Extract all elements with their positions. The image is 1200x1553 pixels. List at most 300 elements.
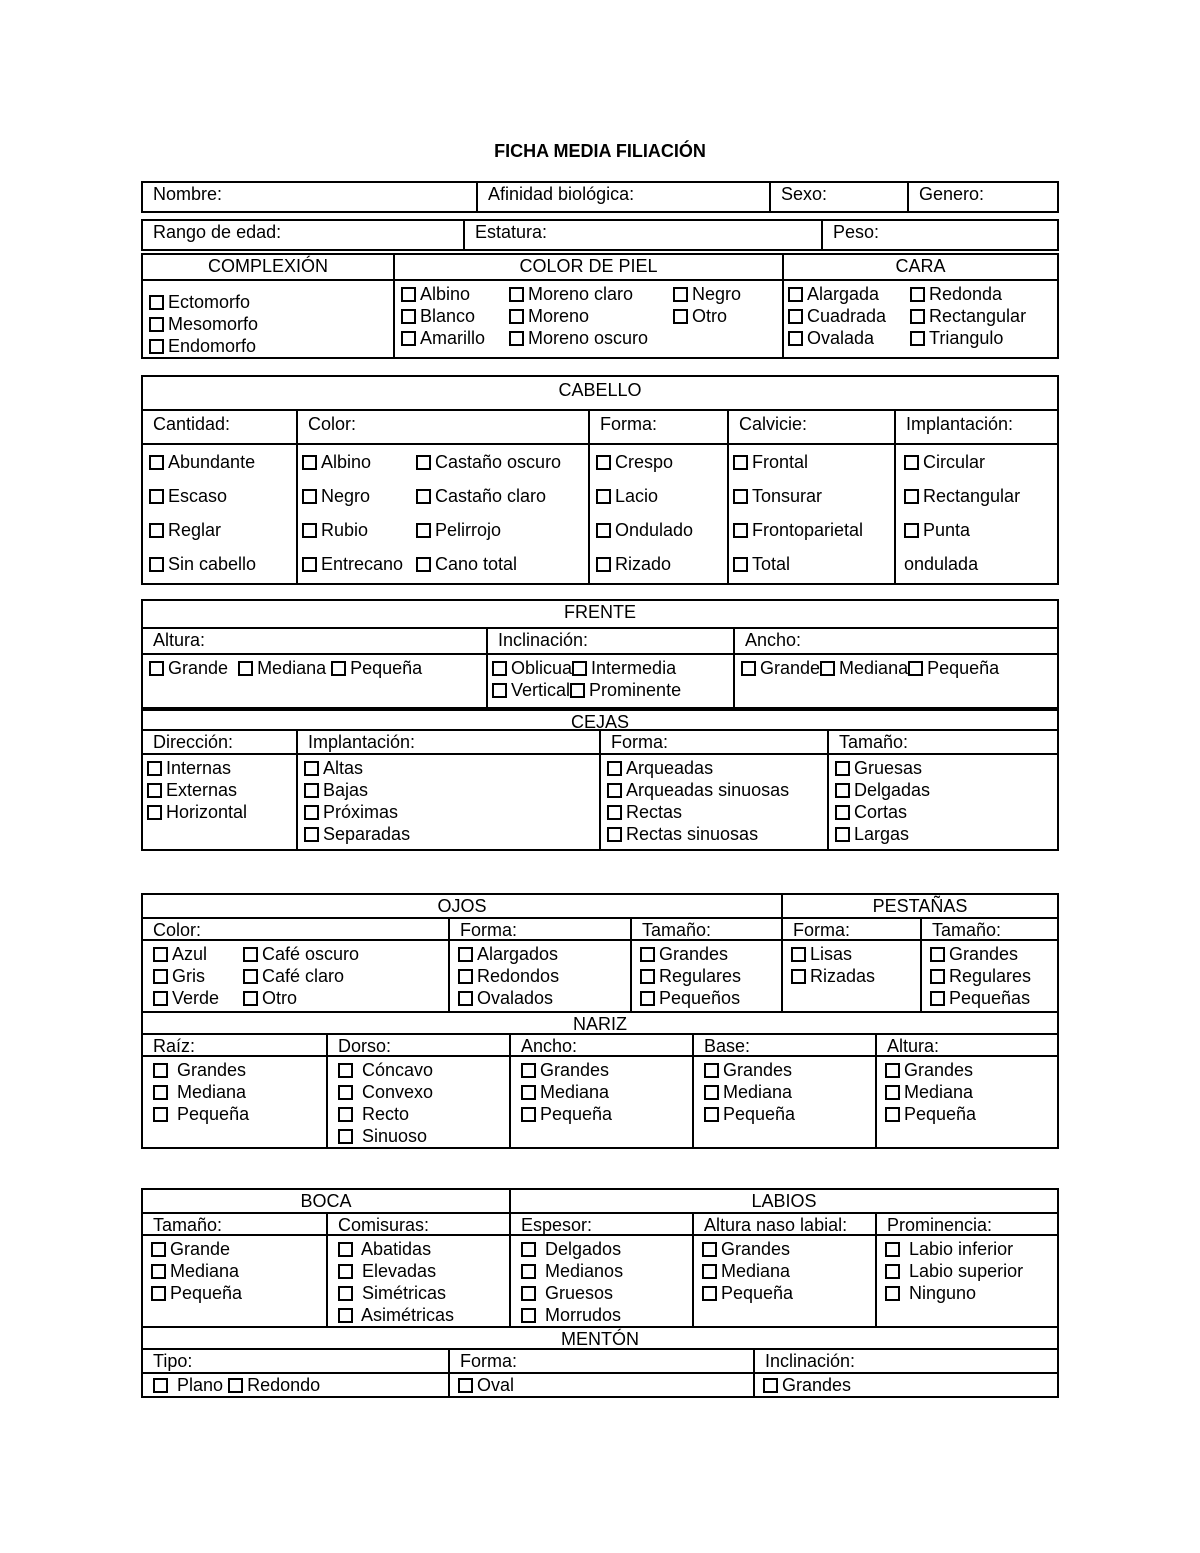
option-castano-claro[interactable]: Castaño claro (416, 479, 586, 513)
option-azul[interactable]: Azul (153, 943, 243, 965)
option-ovalados[interactable]: Ovalados (458, 987, 630, 1009)
checkbox[interactable] (930, 969, 945, 984)
option-cortas[interactable]: Cortas (835, 801, 1057, 823)
checkbox[interactable] (741, 661, 756, 676)
checkbox[interactable] (910, 309, 925, 324)
checkbox[interactable] (458, 1378, 473, 1393)
cara-header: CARA (782, 255, 1057, 279)
option-redondo[interactable]: Redondo (228, 1375, 320, 1395)
nariz-raiz-label: Raíz: (153, 1036, 196, 1055)
ojos-header: OJOS (437, 896, 487, 916)
option-sin-cabello[interactable]: Sin cabello (149, 547, 296, 581)
option-pequena[interactable]: Pequeña (153, 1103, 326, 1125)
peso-field[interactable] (821, 221, 1057, 249)
option-cano-total[interactable]: Cano total (416, 547, 586, 581)
option-grande[interactable]: Grande (151, 1238, 326, 1260)
option-mediana[interactable]: Mediana (238, 658, 326, 678)
checkbox[interactable] (153, 969, 168, 984)
checkbox[interactable] (228, 1378, 243, 1393)
checkbox[interactable] (885, 1107, 900, 1122)
option-triangulo[interactable]: Triangulo (910, 327, 1055, 349)
option-pequena[interactable]: Pequeña (521, 1103, 692, 1125)
option-pequena[interactable]: Pequeña (704, 1103, 875, 1125)
option-tonsurar[interactable]: Tonsurar (733, 479, 894, 513)
calvicie-options (727, 445, 894, 583)
checkbox[interactable] (702, 1264, 717, 1279)
checkbox[interactable] (338, 1107, 353, 1122)
option-oval[interactable]: Oval (458, 1374, 753, 1396)
sexo-field[interactable] (769, 183, 907, 211)
option-labio-superior[interactable]: Labio superior (885, 1260, 1057, 1282)
option-mesomorfo[interactable]: Mesomorfo (149, 313, 393, 335)
option-ninguno[interactable]: Ninguno (885, 1282, 1057, 1304)
option-convexo[interactable]: Convexo (338, 1081, 509, 1103)
menton-header: MENTÓN (561, 1329, 639, 1348)
checkbox[interactable] (521, 1107, 536, 1122)
checkbox[interactable] (153, 1107, 168, 1122)
checkbox[interactable] (763, 1378, 778, 1393)
option-rectas[interactable]: Rectas (607, 801, 827, 823)
checkbox[interactable] (607, 761, 622, 776)
option-grandes[interactable]: Grandes (763, 1374, 1057, 1396)
nombre-field[interactable] (143, 183, 476, 211)
option-entrecano[interactable]: Entrecano (302, 547, 416, 581)
frente-inclinacion-options (486, 655, 733, 707)
implantacion-label: Implantación: (894, 411, 1057, 443)
option-pequena[interactable]: Pequeña (151, 1282, 326, 1304)
option-blanco[interactable]: Blanco (401, 305, 509, 327)
option-rubio[interactable]: Rubio (302, 513, 416, 547)
cejas-implantacion-label: Implantación: (296, 731, 599, 753)
option-intermedia[interactable]: Intermedia (572, 658, 676, 678)
option-mediana[interactable]: Mediana (151, 1260, 326, 1282)
checkbox[interactable] (702, 1242, 717, 1257)
option-otro[interactable]: Otro (673, 305, 773, 327)
forma-options (588, 445, 727, 583)
option-labio-inferior[interactable]: Labio inferior (885, 1238, 1057, 1260)
checkbox[interactable] (509, 309, 524, 324)
checkbox[interactable] (885, 1085, 900, 1100)
checkbox[interactable] (151, 1242, 166, 1257)
checkbox[interactable] (243, 991, 258, 1006)
checkbox[interactable] (492, 661, 507, 676)
option-mediana[interactable]: Mediana (704, 1081, 875, 1103)
option-grandes[interactable]: Grandes (930, 943, 1057, 965)
checkbox[interactable] (733, 557, 748, 572)
labios-header: LABIOS (509, 1190, 1057, 1212)
checkbox[interactable] (243, 969, 258, 984)
checkbox[interactable] (702, 1286, 717, 1301)
option-negro[interactable]: Negro (302, 479, 416, 513)
option-simetricas[interactable]: Simétricas (338, 1282, 509, 1304)
option-mediana[interactable]: Mediana (820, 658, 908, 678)
checkbox[interactable] (492, 683, 507, 698)
option-cafe-claro[interactable]: Café claro (243, 965, 433, 987)
checkbox[interactable] (885, 1286, 900, 1301)
option-gruesas[interactable]: Gruesas (835, 757, 1057, 779)
option-bajas[interactable]: Bajas (304, 779, 599, 801)
option-grande[interactable]: Grande (741, 658, 820, 678)
ojos-tamano-label: Tamaño: (630, 919, 781, 939)
checkbox[interactable] (401, 331, 416, 346)
option-abundante[interactable]: Abundante (149, 445, 296, 479)
checkbox[interactable] (458, 947, 473, 962)
checkbox[interactable] (153, 947, 168, 962)
checkbox[interactable] (458, 969, 473, 984)
checkbox[interactable] (153, 1378, 168, 1393)
checkbox[interactable] (458, 991, 473, 1006)
option-mediana[interactable]: Mediana (153, 1081, 326, 1103)
checkbox[interactable] (835, 761, 850, 776)
option-rectangular[interactable]: Rectangular (904, 479, 1057, 513)
boca-tamano-options (143, 1236, 326, 1326)
checkbox[interactable] (338, 1242, 353, 1257)
option-moreno-claro[interactable]: Moreno claro (509, 283, 673, 305)
frente-header: FRENTE (564, 602, 636, 622)
frente-altura-label: Altura: (153, 630, 206, 650)
checkbox[interactable] (238, 661, 253, 676)
checkbox[interactable] (704, 1063, 719, 1078)
checkbox[interactable] (521, 1286, 536, 1301)
checkbox[interactable] (640, 991, 655, 1006)
complexion-table (141, 253, 1059, 359)
option-cuadrada[interactable]: Cuadrada (788, 305, 910, 327)
checkbox[interactable] (416, 489, 431, 504)
option-internas[interactable]: Internas (147, 757, 296, 779)
checkbox[interactable] (521, 1242, 536, 1257)
checkbox[interactable] (338, 1264, 353, 1279)
checkbox[interactable] (704, 1107, 719, 1122)
pestanas-tamano-label: Tamaño: (920, 919, 1057, 939)
option-delgadas[interactable]: Delgadas (835, 779, 1057, 801)
option-ondulado[interactable]: Ondulado (596, 513, 727, 547)
checkbox[interactable] (572, 661, 587, 676)
option-concavo[interactable]: Cóncavo (338, 1059, 509, 1081)
option-oblicua[interactable]: Oblicua (492, 658, 572, 678)
checkbox[interactable] (910, 287, 925, 302)
option-ectomorfo[interactable]: Ectomorfo (149, 291, 393, 313)
checkbox[interactable] (153, 991, 168, 1006)
checkbox[interactable] (930, 991, 945, 1006)
checkbox[interactable] (331, 661, 346, 676)
option-ovalada[interactable]: Ovalada (788, 327, 910, 349)
checkbox[interactable] (904, 523, 919, 538)
checkbox[interactable] (147, 805, 162, 820)
option-abatidas[interactable]: Abatidas (338, 1238, 509, 1260)
checkbox[interactable] (835, 827, 850, 842)
checkbox[interactable] (885, 1242, 900, 1257)
option-medianos[interactable]: Medianos (521, 1260, 692, 1282)
estatura-field[interactable] (463, 221, 821, 249)
checkbox[interactable] (416, 455, 431, 470)
labios-altura-options (692, 1236, 875, 1326)
option-horizontal[interactable]: Horizontal (147, 801, 296, 823)
option-albino[interactable]: Albino (302, 445, 416, 479)
sexo-label: Sexo: (781, 184, 828, 204)
checkbox[interactable] (304, 783, 319, 798)
option-altas[interactable]: Altas (304, 757, 599, 779)
option-frontal[interactable]: Frontal (733, 445, 894, 479)
nariz-base-label: Base: (692, 1035, 875, 1055)
option-total[interactable]: Total (733, 547, 894, 581)
ojos-tamano-options (630, 941, 781, 1011)
option-largas[interactable]: Largas (835, 823, 1057, 845)
option-rectangular[interactable]: Rectangular (910, 305, 1055, 327)
rango-edad-label: Rango de edad: (153, 222, 282, 242)
cejas-forma-label: Forma: (599, 731, 827, 753)
afinidad-field[interactable] (476, 183, 769, 211)
checkbox[interactable] (885, 1063, 900, 1078)
option-prominente[interactable]: Prominente (570, 680, 681, 700)
cantidad-options (143, 445, 296, 583)
labios-espesor-label: Espesor: (509, 1214, 692, 1234)
implantacion-options (894, 445, 1057, 583)
afinidad-label: Afinidad biológica: (488, 184, 635, 204)
checkbox[interactable] (401, 287, 416, 302)
option-grandes[interactable]: Grandes (885, 1059, 1057, 1081)
checkbox[interactable] (910, 331, 925, 346)
checkbox[interactable] (338, 1129, 353, 1144)
checkbox[interactable] (149, 455, 164, 470)
option-gruesos[interactable]: Gruesos (521, 1282, 692, 1304)
option-pequenas[interactable]: Pequeñas (930, 987, 1057, 1009)
checkbox[interactable] (151, 1286, 166, 1301)
option-negro[interactable]: Negro (673, 283, 773, 305)
checkbox[interactable] (733, 489, 748, 504)
boca-header: BOCA (300, 1191, 352, 1211)
checkbox[interactable] (791, 969, 806, 984)
option-verde[interactable]: Verde (153, 987, 243, 1009)
option-frontoparietal[interactable]: Frontoparietal (733, 513, 894, 547)
option-morrudos[interactable]: Morrudos (521, 1304, 692, 1326)
frente-ancho-options (733, 655, 1057, 707)
checkbox[interactable] (338, 1063, 353, 1078)
checkbox[interactable] (596, 523, 611, 538)
complexion-header: COMPLEXIÓN (207, 256, 329, 276)
checkbox[interactable] (302, 557, 317, 572)
checkbox[interactable] (243, 947, 258, 962)
checkbox[interactable] (733, 455, 748, 470)
option-arqueadas-sinuosas[interactable]: Arqueadas sinuosas (607, 779, 827, 801)
frente-ancho-label: Ancho: (733, 629, 1057, 653)
checkbox[interactable] (640, 969, 655, 984)
menton-forma-options (448, 1374, 753, 1396)
checkbox[interactable] (302, 523, 317, 538)
option-regulares[interactable]: Regulares (640, 965, 781, 987)
option-escaso[interactable]: Escaso (149, 479, 296, 513)
option-reglar[interactable]: Reglar (149, 513, 296, 547)
complexion-options (143, 281, 393, 357)
boca-tamano-label: Tamaño: (153, 1215, 223, 1234)
option-castano-oscuro[interactable]: Castaño oscuro (416, 445, 586, 479)
rango-edad-field[interactable] (143, 221, 463, 249)
option-cafe-oscuro[interactable]: Café oscuro (243, 943, 433, 965)
genero-field[interactable] (907, 183, 1057, 211)
option-separadas[interactable]: Separadas (304, 823, 599, 845)
option-endomorfo[interactable]: Endomorfo (149, 335, 393, 357)
option-pequena[interactable]: Pequeña (885, 1103, 1057, 1125)
option-rizadas[interactable]: Rizadas (791, 965, 920, 987)
checkbox[interactable] (596, 557, 611, 572)
checkbox[interactable] (788, 287, 803, 302)
checkbox[interactable] (820, 661, 835, 676)
option-circular[interactable]: Circular (904, 445, 1057, 479)
option-alargados[interactable]: Alargados (458, 943, 630, 965)
checkbox[interactable] (788, 309, 803, 324)
option-moreno[interactable]: Moreno (509, 305, 673, 327)
option-delgados[interactable]: Delgados (521, 1238, 692, 1260)
checkbox[interactable] (607, 783, 622, 798)
checkbox[interactable] (521, 1085, 536, 1100)
checkbox[interactable] (416, 557, 431, 572)
checkbox[interactable] (509, 287, 524, 302)
checkbox[interactable] (521, 1308, 536, 1323)
implantacion-extra: ondulada (904, 554, 979, 574)
checkbox[interactable] (521, 1264, 536, 1279)
nariz-dorso-options (326, 1057, 509, 1147)
option-arqueadas[interactable]: Arqueadas (607, 757, 827, 779)
checkbox[interactable] (607, 827, 622, 842)
option-crespo[interactable]: Crespo (596, 445, 727, 479)
checkbox[interactable] (304, 761, 319, 776)
checkbox[interactable] (521, 1063, 536, 1078)
checkbox[interactable] (509, 331, 524, 346)
checkbox[interactable] (930, 947, 945, 962)
checkbox[interactable] (338, 1085, 353, 1100)
menton-inclinacion-options (753, 1374, 1057, 1396)
checkbox[interactable] (304, 805, 319, 820)
pestanas-forma-options (781, 941, 920, 1011)
option-amarillo[interactable]: Amarillo (401, 327, 509, 349)
option-grandes[interactable]: Grandes (704, 1059, 875, 1081)
cabello-table (141, 375, 1059, 585)
checkbox[interactable] (338, 1286, 353, 1301)
option-plano[interactable]: Plano (153, 1375, 223, 1395)
checkbox[interactable] (570, 683, 585, 698)
checkbox[interactable] (149, 339, 164, 354)
menton-tipo-options (143, 1374, 448, 1396)
menton-tipo-label: Tipo: (153, 1351, 193, 1371)
option-regulares[interactable]: Regulares (930, 965, 1057, 987)
option-moreno-oscuro[interactable]: Moreno oscuro (509, 327, 673, 349)
option-lacio[interactable]: Lacio (596, 479, 727, 513)
boca-comisuras-label: Comisuras: (326, 1214, 509, 1234)
checkbox[interactable] (596, 489, 611, 504)
checkbox[interactable] (904, 455, 919, 470)
option-sinuoso[interactable]: Sinuoso (338, 1125, 509, 1147)
option-grandes[interactable]: Grandes (640, 943, 781, 965)
cabello-header: CABELLO (558, 380, 642, 400)
checkbox[interactable] (151, 1264, 166, 1279)
cejas-forma-options (599, 755, 827, 849)
checkbox[interactable] (149, 317, 164, 332)
option-pelirrojo[interactable]: Pelirrojo (416, 513, 586, 547)
checkbox[interactable] (908, 661, 923, 676)
option-grande[interactable]: Grande (149, 658, 228, 678)
checkbox[interactable] (147, 783, 162, 798)
checkbox[interactable] (640, 947, 655, 962)
option-mediana[interactable]: Mediana (521, 1081, 692, 1103)
option-pequenos[interactable]: Pequeños (640, 987, 781, 1009)
checkbox[interactable] (673, 287, 688, 302)
checkbox[interactable] (149, 295, 164, 310)
checkbox[interactable] (416, 523, 431, 538)
nombre-label: Nombre: (153, 184, 223, 204)
checkbox[interactable] (835, 805, 850, 820)
checkbox[interactable] (147, 761, 162, 776)
option-mediana[interactable]: Mediana (702, 1260, 875, 1282)
option-asimetricas[interactable]: Asimétricas (338, 1304, 509, 1326)
datos-table-2 (141, 219, 1059, 251)
nariz-altura-options (875, 1057, 1057, 1147)
option-pequena[interactable]: Pequeña (908, 658, 999, 678)
option-gris[interactable]: Gris (153, 965, 243, 987)
checkbox[interactable] (401, 309, 416, 324)
option-punta-ondulada[interactable]: Punta (904, 513, 1057, 547)
option-grandes[interactable]: Grandes (153, 1059, 326, 1081)
checkbox[interactable] (153, 1063, 168, 1078)
option-elevadas[interactable]: Elevadas (338, 1260, 509, 1282)
cejas-header: CEJAS (570, 712, 630, 729)
checkbox[interactable] (149, 557, 164, 572)
option-lisas[interactable]: Lisas (791, 943, 920, 965)
checkbox[interactable] (733, 523, 748, 538)
checkbox[interactable] (302, 455, 317, 470)
checkbox[interactable] (149, 661, 164, 676)
checkbox[interactable] (788, 331, 803, 346)
option-alargada[interactable]: Alargada (788, 283, 910, 305)
option-albino[interactable]: Albino (401, 283, 509, 305)
checkbox[interactable] (153, 1085, 168, 1100)
option-recto[interactable]: Recto (338, 1103, 509, 1125)
nariz-header: NARIZ (573, 1014, 627, 1033)
checkbox[interactable] (885, 1264, 900, 1279)
checkbox[interactable] (596, 455, 611, 470)
option-rizado[interactable]: Rizado (596, 547, 727, 581)
option-externas[interactable]: Externas (147, 779, 296, 801)
ojos-forma-options (448, 941, 630, 1011)
option-otro[interactable]: Otro (243, 987, 433, 1009)
checkbox[interactable] (607, 805, 622, 820)
checkbox[interactable] (302, 489, 317, 504)
option-pequena[interactable]: Pequeña (331, 658, 422, 678)
option-mediana[interactable]: Mediana (885, 1081, 1057, 1103)
frente-inclinacion-label: Inclinación: (486, 629, 733, 653)
checkbox[interactable] (904, 489, 919, 504)
option-proximas[interactable]: Próximas (304, 801, 599, 823)
option-grandes[interactable]: Grandes (702, 1238, 875, 1260)
piel-options (393, 281, 782, 357)
checkbox[interactable] (673, 309, 688, 324)
option-pequena[interactable]: Pequeña (702, 1282, 875, 1304)
checkbox[interactable] (835, 783, 850, 798)
labios-prominencia-options (875, 1236, 1057, 1326)
option-grandes[interactable]: Grandes (521, 1059, 692, 1081)
checkbox[interactable] (149, 489, 164, 504)
checkbox[interactable] (338, 1308, 353, 1323)
labios-prominencia-label: Prominencia: (875, 1214, 1057, 1234)
option-redonda[interactable]: Redonda (910, 283, 1055, 305)
checkbox[interactable] (304, 827, 319, 842)
checkbox[interactable] (149, 523, 164, 538)
option-vertical[interactable]: Vertical (492, 680, 570, 700)
checkbox[interactable] (791, 947, 806, 962)
option-redondos[interactable]: Redondos (458, 965, 630, 987)
nariz-dorso-label: Dorso: (326, 1035, 509, 1055)
checkbox[interactable] (704, 1085, 719, 1100)
option-rectas-sinuosas[interactable]: Rectas sinuosas (607, 823, 827, 845)
color-label: Color: (296, 411, 588, 443)
